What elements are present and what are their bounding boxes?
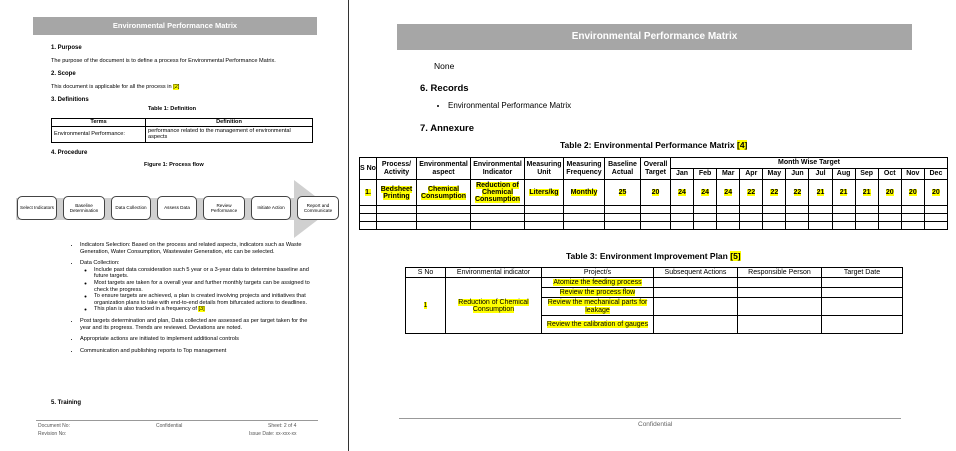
scope-heading: 2. Scope (51, 71, 76, 77)
t2-cell-oct: 20 (885, 189, 894, 196)
t3-header-sno: S No (406, 268, 446, 278)
t2-cell-mar: 24 (724, 189, 733, 196)
scope-text-body: This document is applicable for all the process in (51, 84, 172, 90)
procedure-heading: 4. Procedure (51, 150, 88, 156)
bullet-data-collection (80, 260, 316, 313)
t2-month-oct: Oct (878, 169, 901, 180)
t2-cell-frequency: Monthly (570, 189, 598, 196)
definitions-heading: 3. Definitions (51, 97, 89, 103)
table2-caption-text: Table 2: Environmental Performance Matrix (560, 140, 735, 150)
table2-caption (560, 140, 747, 150)
t2-cell-jun: 22 (793, 189, 802, 196)
left-banner: Environmental Performance Matrix (33, 17, 317, 35)
table-row (406, 278, 903, 288)
left-page (0, 0, 348, 451)
left-footer-rule (36, 420, 318, 421)
table1-caption: Table 1: Definition (148, 106, 197, 112)
t2-header-aspect: Environmental aspect (417, 158, 471, 180)
t3-project-4: Review the calibration of gauges (546, 320, 649, 328)
table2-caption-ref: [4] (737, 140, 748, 150)
subbullet-tracking-text: This plan is also tracked in a frequency of (94, 306, 197, 313)
scope-reference: [2] (173, 84, 180, 90)
t2-cell-process: Bedsheet Printing (380, 185, 413, 200)
t3-header-subsequent: Subsequent Actions (654, 268, 738, 278)
t2-month-nov: Nov (901, 169, 924, 180)
flow-step-report: Report and Communicate (297, 196, 339, 220)
t2-cell-indicator: Reduction of Chemical Consumption (474, 182, 521, 203)
bullet-communication: • Communication and publishing reports to Top management (80, 348, 316, 355)
footer-revision-no: Revision No: (38, 431, 67, 437)
t2-month-sep: Sep (855, 169, 878, 180)
records-item: • Environmental Performance Matrix (448, 101, 571, 110)
t2-cell-feb: 24 (701, 189, 710, 196)
bullet-post-targets: • Post targets determination and plan, Data collected are assessed as per target taken for the year and its progress. Trends are reviewed. Deviations are noted. (80, 318, 316, 331)
t2-header-unit: Measuring Unit (525, 158, 564, 180)
t2-cell-apr: 22 (747, 189, 756, 196)
footer-confidential-left: Confidential (156, 423, 183, 429)
t2-header-target: Overall Target (641, 158, 671, 180)
subbullet-tracking (94, 306, 316, 313)
t2-month-mar: Mar (717, 169, 740, 180)
t2-month-jul: Jul (809, 169, 832, 180)
purpose-text: The purpose of the document is to define a process for Environmental Performance Matrix. (51, 58, 276, 64)
t2-cell-sno: 1. (365, 189, 371, 196)
figure1-caption: Figure 1: Process flow (144, 162, 204, 168)
bullet-data-collection-title: Data Collection: (80, 260, 120, 267)
t2-header-indicator: Environmental Indicator (471, 158, 525, 180)
flow-step-baseline: Baseline Determination (63, 196, 105, 220)
table3-caption (566, 251, 741, 261)
t2-cell-sep: 21 (862, 189, 871, 196)
t2-header-baseline: Baseline Actual (605, 158, 641, 180)
right-footer-rule (399, 418, 901, 419)
improvement-plan-table (405, 267, 903, 334)
training-heading: 5. Training (51, 400, 82, 406)
t3-header-indicator: Environmental indicator (446, 268, 542, 278)
subbullet-past-data: ◦ Include past data consideration such 5 year or a 3-year data to determine baseline and future targets. (94, 267, 316, 280)
bullet-appropriate-actions: • Appropriate actions are initiated to implement additional controls (80, 336, 316, 343)
t3-header-target-date: Target Date (822, 268, 903, 278)
purpose-heading: 1. Purpose (51, 45, 82, 51)
subbullet-tracking-ref: [3] (198, 306, 205, 313)
t2-cell-jan: 24 (678, 189, 686, 196)
footer-confidential-right: Confidential (638, 421, 673, 428)
table1-header-definition: Definition (146, 119, 313, 127)
footer-issue-date: Issue Date: xx-xxx-xx (249, 431, 297, 437)
procedure-bullets (80, 242, 316, 354)
table-row (360, 180, 948, 206)
t2-month-feb: Feb (694, 169, 717, 180)
scope-text (51, 84, 179, 91)
flow-step-data-collection: Data Collection (111, 196, 151, 220)
t2-header-frequency: Measuring Frequency (564, 158, 605, 180)
t2-cell-may: 22 (770, 189, 779, 196)
t2-month-may: May (763, 169, 786, 180)
table1-definition: performance related to the management of environmental aspects (146, 126, 313, 142)
t3-cell-sno: 1 (423, 302, 428, 309)
flow-step-review-performance: Review Performance (203, 196, 245, 220)
t2-cell-baseline: 25 (618, 189, 627, 196)
flow-step-assess-data: Assess Data (157, 196, 197, 220)
t2-header-month-group: Month Wise Target (671, 158, 948, 169)
t2-cell-jul: 21 (816, 189, 825, 196)
right-banner: Environmental Performance Matrix (397, 24, 912, 50)
t2-month-apr: Apr (740, 169, 763, 180)
t2-cell-aug: 21 (839, 189, 848, 196)
right-page (352, 0, 956, 451)
table-row (360, 206, 948, 214)
t2-header-process: Process/ Activity (377, 158, 417, 180)
flow-step-select-indicators: Select Indicators (17, 196, 57, 220)
t2-cell-nov: 20 (908, 189, 917, 196)
t2-month-jan: Jan (671, 169, 694, 180)
table3-caption-ref: [5] (730, 251, 741, 261)
t2-cell-unit: Liters/kg (529, 189, 559, 196)
performance-matrix-table (359, 157, 948, 230)
records-list (448, 101, 571, 110)
t3-project-1: Atomize the feeding process (553, 278, 642, 286)
subbullet-targets: ◦ Most targets are taken for a overall year and further monthly targets can be assigned to check the progress. (94, 280, 316, 293)
footer-document-no: Document No: (38, 423, 70, 429)
none-text: None (434, 61, 455, 71)
flow-step-initiate-action: Initiate Action (251, 196, 291, 220)
t3-project-3: Review the mechanical parts for leakage (547, 298, 648, 314)
footer-sheet: Sheet: 2 of 4 (268, 423, 297, 429)
t2-month-jun: Jun (786, 169, 809, 180)
t3-cell-indicator: Reduction of Chemical Consumption (458, 298, 529, 313)
table3-caption-text: Table 3: Environment Improvement Plan (566, 251, 728, 261)
t2-cell-aspect: Chemical Consumption (420, 185, 467, 200)
table-row (360, 214, 948, 222)
bullet-indicator-selection: • Indicators Selection: Based on the process and related aspects, indicators such as Waste Generation, Water Consumption, Wastewater Generation, etc can be selected. (80, 242, 316, 255)
data-collection-subbullets (94, 267, 316, 313)
t2-month-dec: Dec (924, 169, 947, 180)
annexure-heading: 7. Annexure (420, 123, 475, 134)
t2-header-sno: S No (360, 158, 377, 180)
table1-header-terms: Terms (52, 119, 146, 127)
table-row (360, 222, 948, 230)
t3-header-responsible: Responsible Person (738, 268, 822, 278)
t3-project-2: Review the process flow (559, 288, 636, 296)
subbullet-plan: ◦ To ensure targets are achieved, a plan is created involving projects and initiatives that organization plans to take with end-to-end details from bifurcated actions to deadlines. (94, 293, 316, 306)
t2-cell-dec: 20 (932, 189, 940, 196)
t2-month-aug: Aug (832, 169, 855, 180)
t2-cell-target: 20 (651, 189, 660, 196)
t3-header-projects: Project/s (542, 268, 654, 278)
table1-term: Environmental Performance: (52, 126, 146, 142)
definition-table (51, 118, 313, 143)
records-heading: 6. Records (420, 83, 469, 94)
